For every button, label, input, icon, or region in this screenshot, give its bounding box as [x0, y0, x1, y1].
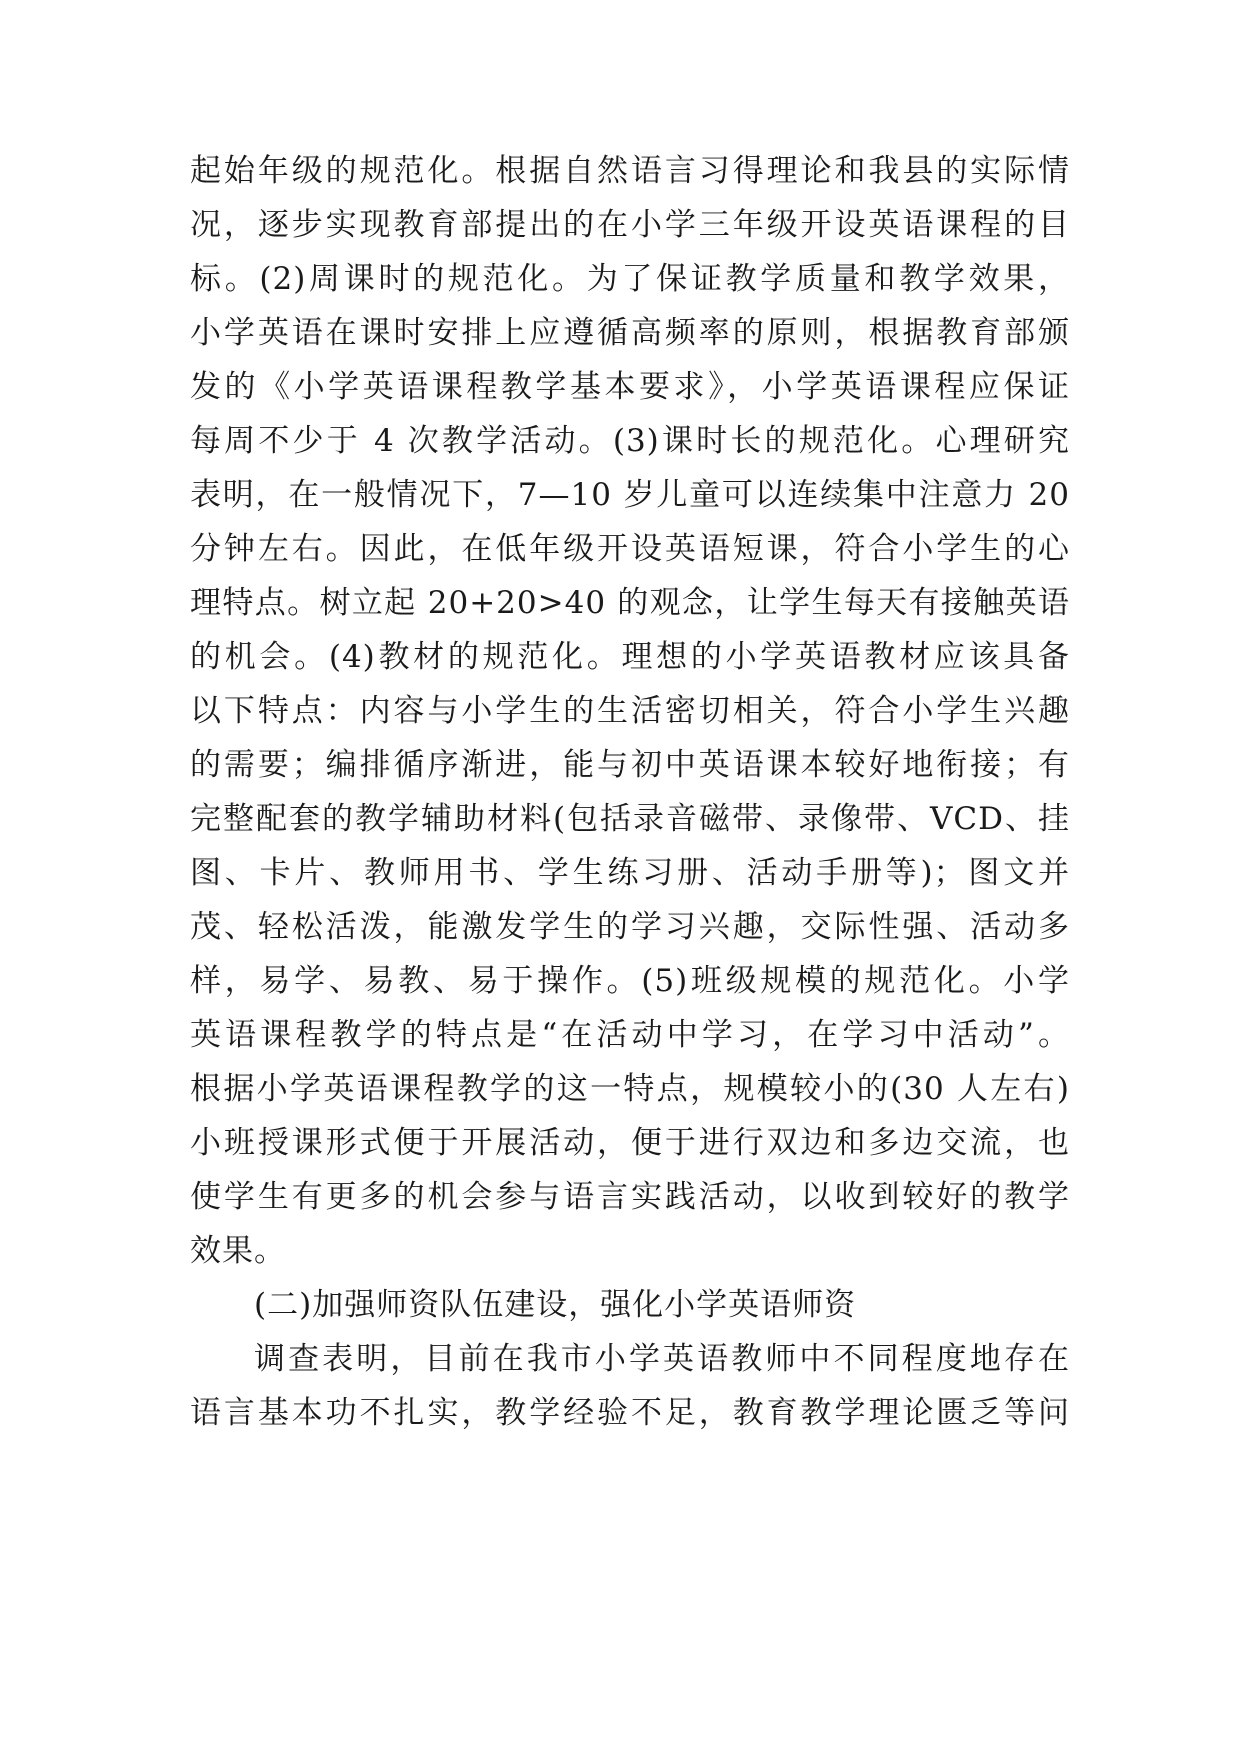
- paragraph-line-17: 英语课程教学的特点是“在活动中学习，在学习中活动”。: [190, 1017, 1070, 1053]
- paragraph-line-19: 小班授课形式便于开展活动，便于进行双边和多边交流，也: [190, 1125, 1070, 1161]
- paragraph-line-8: 分钟左右。因此，在低年级开设英语短课，符合小学生的心: [190, 531, 1070, 567]
- paragraph-line-11: 以下特点：内容与小学生的生活密切相关，符合小学生兴趣: [190, 693, 1070, 729]
- paragraph-line-18: 根据小学英语课程教学的这一特点，规模较小的(30 人左右): [190, 1071, 1070, 1107]
- paragraph-line-13: 完整配套的教学辅助材料(包括录音磁带、录像带、VCD、挂: [190, 801, 1070, 837]
- paragraph-line-7: 表明，在一般情况下，7—10 岁儿童可以连续集中注意力 20: [190, 477, 1070, 513]
- paragraph-line-21: 效果。: [190, 1233, 286, 1269]
- paragraph-line-3: 标。(2)周课时的规范化。为了保证教学质量和教学效果，: [190, 261, 1070, 297]
- paragraph-line-9: 理特点。树立起 20+20>40 的观念，让学生每天有接触英语: [190, 585, 1070, 621]
- paragraph2-line-2: 语言基本功不扎实，教学经验不足，教育教学理论匮乏等问: [190, 1395, 1070, 1431]
- section-heading: (二)加强师资队伍建设，强化小学英语师资: [254, 1287, 857, 1323]
- paragraph-line-10: 的机会。(4)教材的规范化。理想的小学英语教材应该具备: [190, 639, 1070, 675]
- paragraph-line-6: 每周不少于 4 次教学活动。(3)课时长的规范化。心理研究: [190, 423, 1070, 459]
- paragraph-line-16: 样，易学、易教、易于操作。(5)班级规模的规范化。小学: [190, 963, 1070, 999]
- paragraph-line-20: 使学生有更多的机会参与语言实践活动，以收到较好的教学: [190, 1179, 1070, 1215]
- paragraph-line-14: 图、卡片、教师用书、学生练习册、活动手册等)；图文并: [190, 855, 1070, 891]
- paragraph-line-2: 况，逐步实现教育部提出的在小学三年级开设英语课程的目: [190, 207, 1070, 243]
- paragraph-line-1: 起始年级的规范化。根据自然语言习得理论和我县的实际情: [190, 153, 1070, 189]
- paragraph-line-5: 发的《小学英语课程教学基本要求》，小学英语课程应保证: [190, 369, 1070, 405]
- paragraph2-line-1: 调查表明，目前在我市小学英语教师中不同程度地存在: [254, 1341, 1070, 1377]
- paragraph-line-15: 茂、轻松活泼，能激发学生的学习兴趣，交际性强、活动多: [190, 909, 1070, 945]
- paragraph-line-4: 小学英语在课时安排上应遵循高频率的原则，根据教育部颁: [190, 315, 1070, 351]
- paragraph-line-12: 的需要；编排循序渐进，能与初中英语课本较好地衔接；有: [190, 747, 1070, 783]
